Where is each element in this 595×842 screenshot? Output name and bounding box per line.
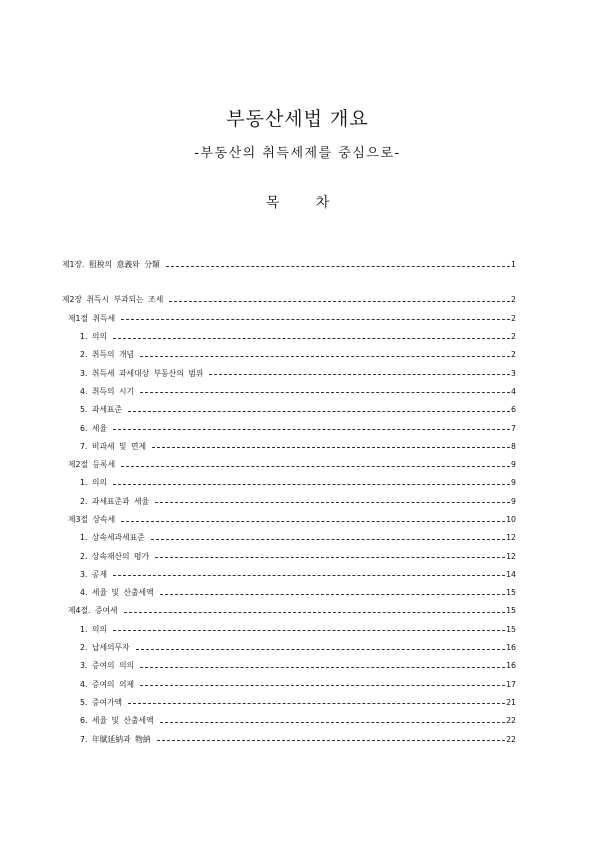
toc-leader-line — [152, 447, 510, 448]
toc-entry-label: 5. 과세표준 — [80, 405, 123, 415]
toc-leader-line — [155, 557, 505, 558]
toc-entry-page: 6 — [511, 405, 516, 415]
toc-entry-page: 15 — [506, 606, 516, 616]
toc-entry-page: 14 — [506, 569, 516, 579]
toc-entry-page: 15 — [506, 624, 516, 634]
toc-leader-line — [160, 594, 505, 595]
toc-entry-label: 1. 의의 — [80, 332, 107, 342]
toc-entry — [62, 566, 516, 584]
toc-entry-page: 22 — [506, 716, 516, 726]
toc-entry-page: 21 — [506, 697, 516, 707]
toc-entry-label: 1. 상속세과세표준 — [80, 533, 145, 543]
toc-entry-page: 16 — [506, 661, 516, 671]
toc-entry-page: 2 — [511, 350, 516, 360]
toc-leader-line — [113, 429, 510, 430]
toc-entry-label: 제3절 상속세 — [68, 515, 116, 524]
toc-entry — [62, 456, 516, 474]
toc-entry-page: 9 — [511, 478, 516, 488]
toc-entry-label: 제1절 취득세 — [68, 313, 116, 323]
toc-entry — [62, 694, 516, 712]
toc-entry — [62, 639, 516, 657]
toc-entry-label: 1. 의의 — [80, 478, 107, 488]
toc-entry — [62, 730, 516, 748]
toc-entry-page: 16 — [506, 643, 516, 653]
toc-entry-page: 12 — [506, 533, 516, 543]
toc-entry-label: 4. 취득의 시기 — [80, 386, 135, 396]
toc-leader-line — [157, 740, 505, 741]
toc-leader-line — [113, 575, 505, 576]
toc-leader-line — [169, 301, 510, 302]
toc-entry-page: 3 — [511, 368, 516, 378]
toc-entry — [62, 657, 516, 675]
toc-entry-page: 2 — [511, 332, 516, 342]
toc-entry-page: 7 — [511, 423, 516, 433]
toc-entry — [62, 493, 516, 511]
toc-entry-label: 3. 공제 — [80, 569, 107, 579]
toc-entry-page: 2 — [511, 295, 516, 305]
toc-leader-line — [155, 502, 510, 503]
toc-leader-line — [121, 466, 510, 467]
toc-entry-page: 12 — [506, 551, 516, 561]
toc-leader-line — [140, 356, 510, 357]
toc-entry — [62, 474, 516, 492]
toc-leader-line — [128, 703, 505, 704]
toc-entry — [62, 310, 516, 328]
toc-entry-page: 9 — [511, 496, 516, 506]
toc-entry — [62, 511, 516, 529]
toc-entry — [62, 401, 516, 419]
toc-entry — [62, 529, 516, 547]
toc-entry-label: 4. 세율 및 산출세액 — [80, 588, 154, 598]
toc-entry — [62, 547, 516, 565]
toc-entry-page: 17 — [506, 679, 516, 689]
toc-entry-label: 6. 세율 및 산출세액 — [80, 716, 154, 726]
toc-entry-label: 7. 年賦延納과 物納 — [80, 734, 151, 744]
document-title: 부동산세법 개요 — [226, 108, 369, 130]
toc-entry — [62, 438, 516, 456]
toc-entry — [62, 383, 516, 401]
toc-leader-line — [113, 338, 510, 339]
toc-entry-label: 제2장 취득시 부과되는 조세 — [62, 295, 164, 305]
toc-leader-line — [121, 521, 505, 522]
toc-entry-page: 1 — [511, 260, 516, 270]
toc-leader-line — [209, 374, 510, 375]
toc-leader-line — [140, 667, 505, 668]
toc-leader-line — [113, 484, 510, 485]
toc-entry-page: 9 — [511, 460, 516, 470]
toc-entry — [62, 328, 516, 346]
toc-heading: 목 차 — [265, 195, 346, 211]
toc-leader-line — [160, 722, 505, 723]
toc-entry-label: 7. 비과세 및 면제 — [80, 441, 147, 451]
toc-leader-line — [136, 649, 506, 650]
toc-entry-label: 4. 증여의 의제 — [80, 679, 135, 689]
toc-entry-label: 3. 취득세 과세대상 부동산의 범위 — [80, 368, 204, 378]
toc-leader-line — [113, 630, 505, 631]
toc-entry-label: 3. 증여의 의의 — [80, 661, 135, 671]
toc-entry-label: 제1장. 租稅의 意義와 分類 — [62, 260, 160, 270]
toc-entry — [62, 712, 516, 730]
toc-entry — [62, 621, 516, 639]
toc-entry-label: 2. 취득의 개념 — [80, 350, 135, 360]
toc-leader-line — [140, 392, 510, 393]
toc-entry — [62, 364, 516, 382]
toc-entry-label: 5. 증여가액 — [80, 697, 123, 707]
toc-entry-label: 제4절. 증여세 — [68, 606, 118, 616]
toc-entry-page: 15 — [506, 588, 516, 598]
toc-leader-line — [128, 411, 510, 412]
toc-entry — [62, 676, 516, 694]
toc-entry-label: 1. 의의 — [80, 624, 107, 634]
toc-entry — [62, 419, 516, 437]
toc-entry-page: 4 — [511, 386, 516, 396]
toc-leader-line — [166, 266, 510, 267]
toc-entry-label: 제2절 등록세 — [68, 460, 116, 470]
toc-entry — [62, 256, 516, 274]
toc-leader-line — [124, 612, 506, 613]
toc-entry-label: 6. 세율 — [80, 423, 107, 433]
toc-leader-line — [151, 539, 505, 540]
toc-entry — [62, 291, 516, 309]
toc-entry-label: 2. 과세표준과 세율 — [80, 496, 150, 506]
toc-leader-line — [140, 685, 505, 686]
toc-entry-page: 10 — [506, 515, 516, 524]
document-subtitle: -부동산의 취득세제를 중심으로- — [194, 146, 401, 161]
toc-leader-line — [121, 319, 510, 320]
toc-entry — [62, 602, 516, 620]
toc-entry — [62, 346, 516, 364]
toc-entry-label: 2. 상속재산의 평가 — [80, 551, 150, 561]
toc-entry-page: 8 — [511, 441, 516, 451]
toc-entry-page: 2 — [511, 313, 516, 323]
toc-entry — [62, 584, 516, 602]
toc-entry-page: 22 — [506, 734, 516, 744]
table-of-contents — [62, 256, 516, 749]
toc-entry-label: 2. 납세의무자 — [80, 643, 130, 653]
